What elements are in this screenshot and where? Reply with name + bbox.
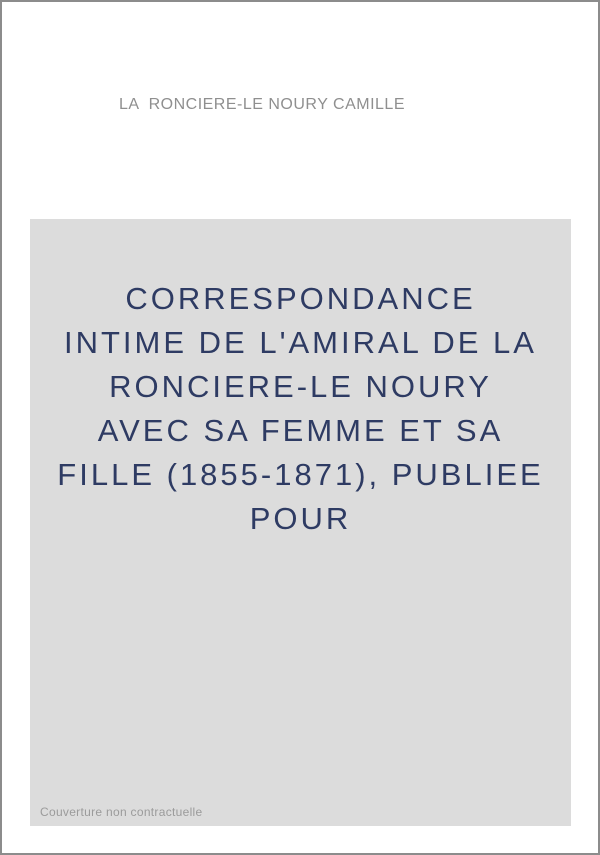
title-line: RONCIERE-LE NOURY — [109, 369, 492, 404]
author-name: LA RONCIERE-LE NOURY CAMILLE — [119, 96, 405, 113]
title-placeholder-box — [30, 219, 571, 826]
title-line: AVEC SA FEMME ET SA — [97, 413, 504, 448]
title-line: INTIME DE L'AMIRAL DE LA — [64, 325, 537, 360]
cover-disclaimer: Couverture non contractuelle — [40, 805, 203, 819]
title-line: FILLE (1855-1871), PUBLIEE — [57, 457, 544, 492]
title-line: POUR — [249, 501, 352, 536]
book-title — [30, 219, 571, 541]
title-line: CORRESPONDANCE — [125, 281, 476, 316]
